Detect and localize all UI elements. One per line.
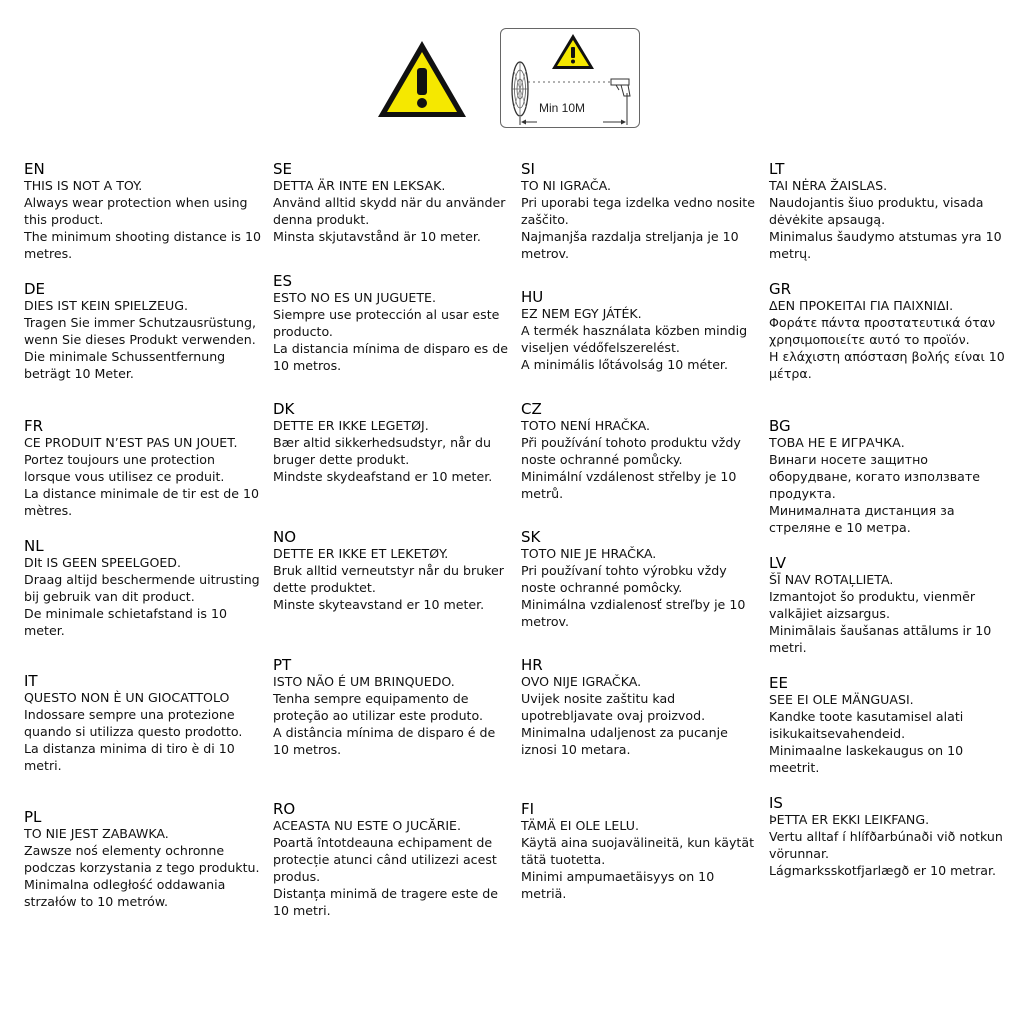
language-code: LT <box>769 160 785 178</box>
distance-instruction: La distanza minima di tiro è di 10 metri. <box>24 740 235 773</box>
language-block-en <box>24 160 264 263</box>
distance-instruction: Najmanjša razdalja streljanja je 10 metrov. <box>521 228 739 261</box>
language-block-nl <box>24 537 264 640</box>
protection-instruction: Tragen Sie immer Schutzausrüstung, wenn Sie dieses Produkt verwenden. <box>24 314 256 347</box>
warning-heading: ESTO NO ES UN JUGUETE. <box>273 290 437 305</box>
distance-instruction: A minimális lőtávolság 10 méter. <box>521 356 728 372</box>
language-block-fi <box>521 800 761 903</box>
language-code: RO <box>273 800 296 818</box>
distance-instruction: Η ελάχιστη απόσταση βολής είναι 10 μέτρα. <box>769 348 1005 381</box>
language-block-es <box>273 272 513 375</box>
warning-heading: TÄMÄ EI OLE LELU. <box>521 818 639 833</box>
warning-heading: ÞETTA ER EKKI LEIKFANG. <box>769 812 930 827</box>
language-code: EE <box>769 674 788 692</box>
warning-heading: DETTE ER IKKE ET LEKETØY. <box>273 546 449 561</box>
distance-instruction: Minimaalne laskekaugus on 10 meetrit. <box>769 742 964 775</box>
language-block-hu <box>521 288 761 374</box>
distance-instruction: La distancia mínima de disparo es de 10 metros. <box>273 340 508 373</box>
protection-instruction: Izmantojot šo produktu, vienmēr valkājiet aizsargus. <box>769 588 976 621</box>
language-code: EN <box>24 160 45 178</box>
distance-instruction: Минималната дистанция за стреляне е 10 метра. <box>769 502 955 535</box>
protection-instruction: Kandke toote kasutamisel alati isikukaitsevahendeid. <box>769 708 964 741</box>
protection-instruction: Pri používaní tohto výrobku vždy noste ochranné pomôcky. <box>521 562 727 595</box>
min-distance-label: Min 10M <box>539 101 586 115</box>
warning-heading: THIS IS NOT A TOY. <box>24 178 143 193</box>
distance-instruction: Minimi ampumaetäisyys on 10 metriä. <box>521 868 715 901</box>
language-code: IS <box>769 794 783 812</box>
min-distance-pictogram <box>500 28 640 128</box>
language-block-se <box>273 160 513 246</box>
warning-heading: TO NIE JEST ZABAWKA. <box>24 826 169 841</box>
language-code: CZ <box>521 400 542 418</box>
warning-heading: TOTO NIE JE HRAČKA. <box>521 546 657 561</box>
warning-header <box>0 0 1024 140</box>
warning-heading: ΔΕΝ ΠΡΟΚΕΙΤΑΙ ΓΙΑ ΠΑΙΧΝΙΔΙ. <box>769 298 954 313</box>
language-block-gr <box>769 280 1009 383</box>
language-block-ee <box>769 674 1009 777</box>
language-block-pl <box>24 808 264 911</box>
language-block-lv <box>769 554 1009 657</box>
language-block-is <box>769 794 1009 880</box>
distance-instruction: Minimální vzdálenost střelby je 10 metrů. <box>521 468 737 501</box>
protection-instruction: Při používání tohoto produktu vždy noste ochranné pomůcky. <box>521 434 741 467</box>
language-block-si <box>521 160 761 263</box>
distance-instruction: Minimálna vzdialenosť streľby je 10 metrov. <box>521 596 746 629</box>
protection-instruction: Använd alltid skydd när du använder denna produkt. <box>273 194 506 227</box>
target-icon <box>512 62 528 116</box>
distance-instruction: The minimum shooting distance is 10 metres. <box>24 228 262 261</box>
warning-heading: ŠĪ NAV ROTAĻLIETA. <box>769 572 894 587</box>
protection-instruction: Uvijek nosite zaštitu kad upotrebljavate ovaj proizvod. <box>521 690 706 723</box>
language-code: DK <box>273 400 295 418</box>
warning-heading: CE PRODUIT N’EST PAS UN JOUET. <box>24 435 238 450</box>
protection-instruction: Bruk alltid verneutstyr når du bruker dette produktet. <box>273 562 504 595</box>
protection-instruction: Käytä aina suojavälineitä, kun käytät tätä tuotetta. <box>521 834 755 867</box>
language-code: SK <box>521 528 541 546</box>
warning-triangle-icon <box>375 38 469 120</box>
warning-heading: OVO NIJE IGRAČKA. <box>521 674 642 689</box>
distance-instruction: A distância mínima de disparo é de 10 metros. <box>273 724 496 757</box>
language-code: NL <box>24 537 44 555</box>
warning-heading: DETTA ÄR INTE EN LEKSAK. <box>273 178 446 193</box>
distance-instruction: Mindste skydeafstand er 10 meter. <box>273 468 493 484</box>
distance-instruction: Minimalus šaudymo atstumas yra 10 metrų. <box>769 228 1002 261</box>
language-block-lt <box>769 160 1009 263</box>
language-block-dk <box>273 400 513 486</box>
language-code: HR <box>521 656 543 674</box>
warning-heading: TOTO NENÍ HRAČKA. <box>521 418 651 433</box>
distance-instruction: La distance minimale de tir est de 10 mètres. <box>24 485 259 518</box>
language-code: ES <box>273 272 292 290</box>
protection-instruction: Φοράτε πάντα προστατευτικά όταν χρησιμοποιείτε αυτό το προϊόν. <box>769 314 996 347</box>
warning-heading: TAI NĖRA ŽAISLAS. <box>769 178 888 193</box>
distance-instruction: Die minimale Schussentfernung beträgt 10 Meter. <box>24 348 226 381</box>
distance-instruction: Lágmarksskotfjarlægð er 10 metrar. <box>769 862 997 878</box>
language-block-hr <box>521 656 761 759</box>
protection-instruction: Always wear protection when using this product. <box>24 194 248 227</box>
distance-instruction: De minimale schietafstand is 10 meter. <box>24 605 228 638</box>
distance-instruction: Minste skyteavstand er 10 meter. <box>273 596 485 612</box>
warning-heading: DIt IS GEEN SPEELGOED. <box>24 555 182 570</box>
language-code: PL <box>24 808 42 826</box>
distance-instruction: Minimālais šaušanas attālums ir 10 metri. <box>769 622 992 655</box>
warning-heading: ISTO NÃO É UM BRINQUEDO. <box>273 674 455 689</box>
language-code: SE <box>273 160 292 178</box>
distance-instruction: Minsta skjutavstånd är 10 meter. <box>273 228 481 244</box>
language-block-no <box>273 528 513 614</box>
language-code: SI <box>521 160 535 178</box>
protection-instruction: Pri uporabi tega izdelka vedno nosite zaščito. <box>521 194 755 227</box>
distance-instruction: Distanța minimă de tragere este de 10 metri. <box>273 885 499 918</box>
warning-heading: QUESTO NON È UN GIOCATTOLO <box>24 690 230 705</box>
protection-instruction: Poartă întotdeauna echipament de protecție atunci când utilizezi acest produs. <box>273 834 497 884</box>
language-block-de <box>24 280 264 383</box>
warning-heading: EZ NEM EGY JÁTÉK. <box>521 306 642 321</box>
protection-instruction: Zawsze noś elementy ochronne podczas korzystania z tego produktu. <box>24 842 260 875</box>
protection-instruction: Vertu alltaf í hlífðarbúnaði við notkun vörunnar. <box>769 828 1003 861</box>
warning-heading: DIES IST KEIN SPIELZEUG. <box>24 298 188 313</box>
language-code: HU <box>521 288 544 306</box>
language-block-cz <box>521 400 761 503</box>
protection-instruction: Siempre use protección al usar este producto. <box>273 306 500 339</box>
language-block-fr <box>24 417 264 520</box>
distance-instruction: Minimalna odległość oddawania strzałów to 10 metrów. <box>24 876 226 909</box>
protection-instruction: Draag altijd beschermende uitrusting bij gebruik van dit product. <box>24 571 260 604</box>
language-code: FR <box>24 417 44 435</box>
language-code: BG <box>769 417 791 435</box>
small-warning-icon <box>552 34 594 69</box>
warning-heading: SEE EI OLE MÄNGUASI. <box>769 692 914 707</box>
protection-instruction: Naudojantis šiuo produktu, visada dėvėkite apsaugą. <box>769 194 984 227</box>
warning-heading: ACEASTA NU ESTE O JUCĂRIE. <box>273 818 462 833</box>
language-block-bg <box>769 417 1009 536</box>
language-block-it <box>24 672 264 775</box>
language-block-ro <box>273 800 513 919</box>
distance-instruction: Minimalna udaljenost za pucanje iznosi 10 metara. <box>521 724 728 757</box>
protection-instruction: Indossare sempre una protezione quando si utilizza questo prodotto. <box>24 706 243 739</box>
language-code: IT <box>24 672 38 690</box>
language-code: PT <box>273 656 292 674</box>
language-code: DE <box>24 280 46 298</box>
language-code: NO <box>273 528 297 546</box>
language-code: FI <box>521 800 535 818</box>
warning-heading: ТОВА НЕ Е ИГРАЧКА. <box>769 435 905 450</box>
warning-heading: DETTE ER IKKE LEGETØJ. <box>273 418 429 433</box>
language-block-sk <box>521 528 761 631</box>
protection-instruction: Portez toujours une protection lorsque vous utilisez ce produit. <box>24 451 225 484</box>
language-code: GR <box>769 280 792 298</box>
language-code: LV <box>769 554 786 572</box>
protection-instruction: Винаги носете защитно оборудване, когато използвате продукта. <box>769 451 980 501</box>
language-block-pt <box>273 656 513 759</box>
protection-instruction: A termék használata közben mindig viseljen védőfelszerelést. <box>521 322 748 355</box>
protection-instruction: Tenha sempre equipamento de proteção ao utilizar este produto. <box>273 690 483 723</box>
protection-instruction: Bær altid sikkerhedsudstyr, når du bruger dette produkt. <box>273 434 491 467</box>
warning-heading: TO NI IGRAČA. <box>521 178 612 193</box>
